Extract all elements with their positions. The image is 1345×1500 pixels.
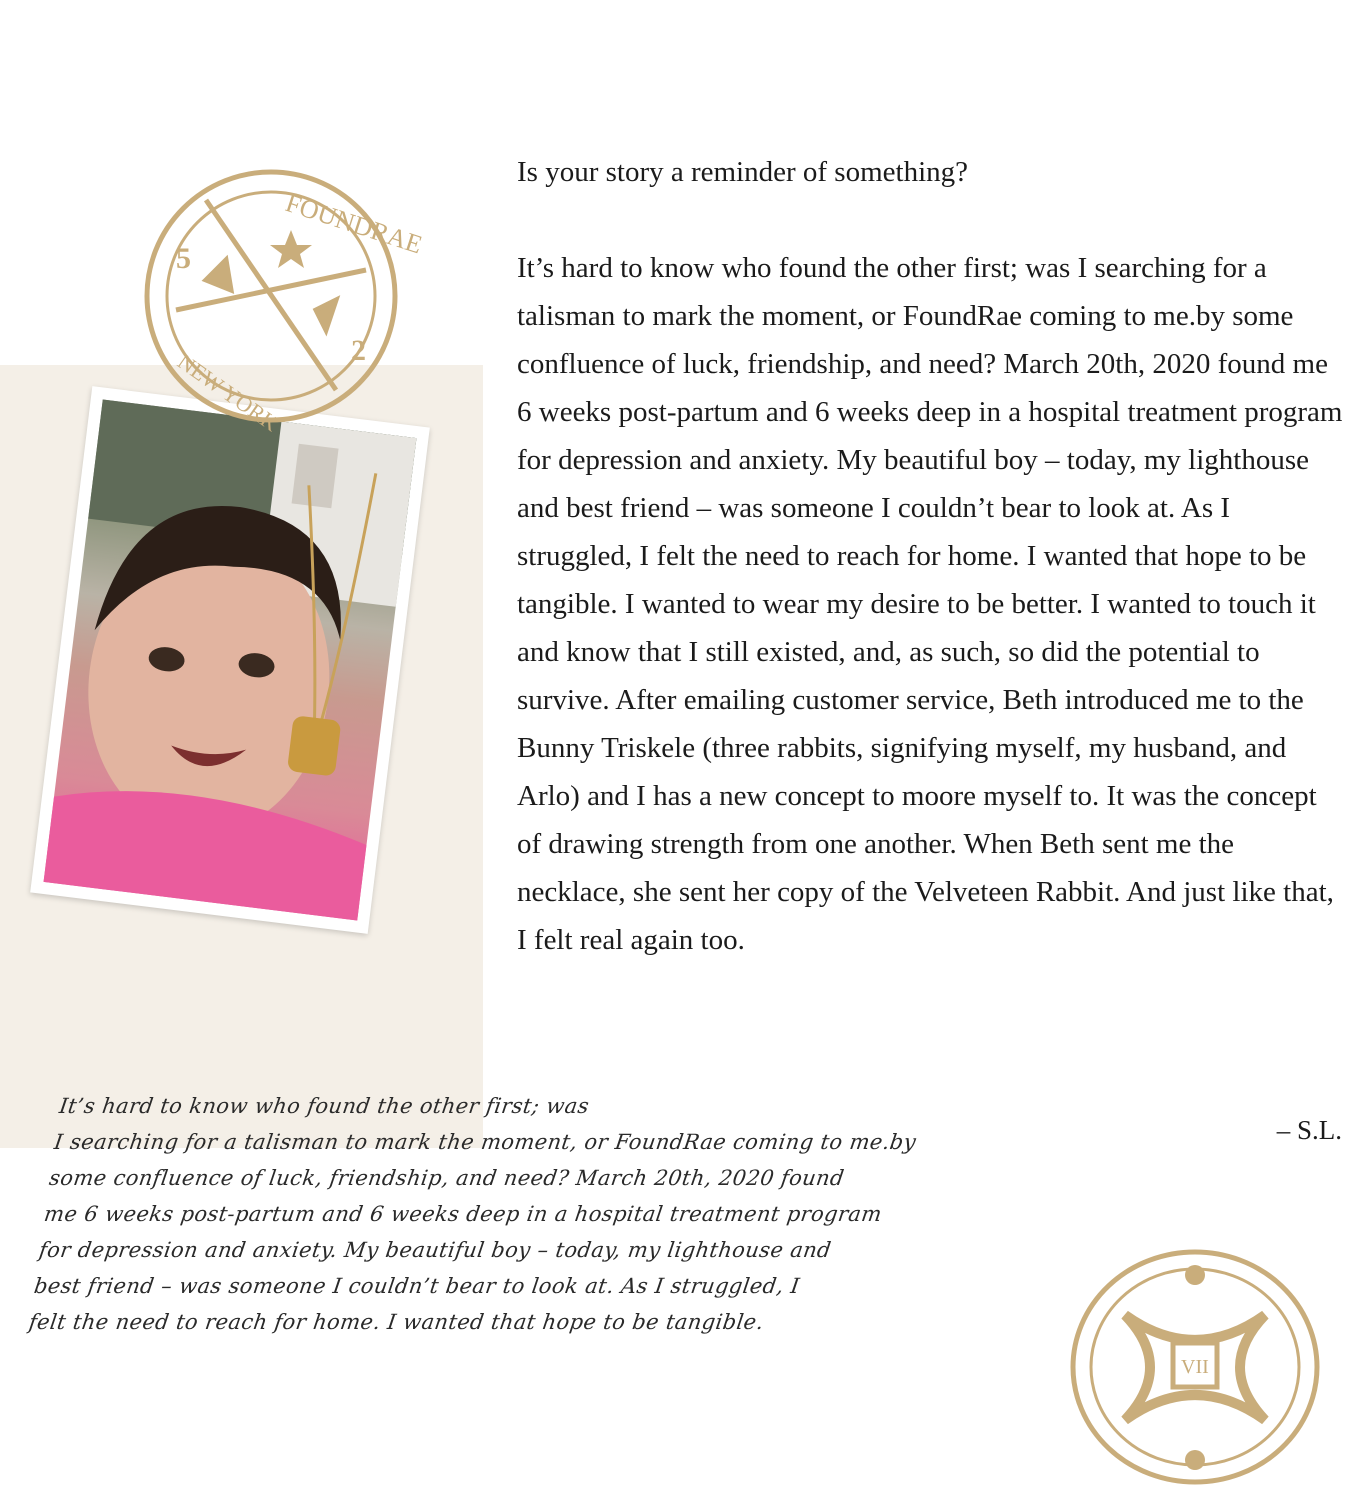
story-question: Is your story a reminder of something? xyxy=(517,156,969,188)
handwritten-line: me 6 weeks post-partum and 6 weeks deep in a hospital treatment program xyxy=(42,1202,884,1226)
handwritten-line: felt the need to reach for home. I wanted that hope to be tangible. xyxy=(27,1310,766,1334)
handwritten-note xyxy=(27,1088,942,1340)
child-photo xyxy=(30,386,430,934)
signature: – S.L. xyxy=(1276,1115,1342,1145)
stamp-brand: FOUNDRAE xyxy=(282,188,426,260)
stamp-city: NEW YORK xyxy=(173,348,284,437)
stamp-numeral: VII xyxy=(1181,1356,1209,1378)
knot-star-seal-icon xyxy=(1065,1245,1325,1490)
compass-arrow-seal-icon xyxy=(136,160,426,437)
handwritten-line: best friend – was someone I couldn’t bear to look at. As I struggled, I xyxy=(32,1274,802,1298)
story-section xyxy=(517,148,1345,964)
stamp-num-left: 5 xyxy=(176,242,191,275)
handwritten-line: some confluence of luck, friendship, and need? March 20th, 2020 found xyxy=(47,1166,846,1190)
stamp-num-right: 2 xyxy=(351,334,366,367)
handwritten-line: for depression and anxiety. My beautiful boy – today, my lighthouse and xyxy=(37,1238,833,1262)
handwritten-line: It’s hard to know who found the other first; was xyxy=(57,1094,591,1118)
child-with-necklace-photo-icon xyxy=(44,400,417,921)
handwritten-line: I searching for a talisman to mark the moment, or FoundRae coming to me.by xyxy=(52,1130,918,1154)
story-body: It’s hard to know who found the other first; was I searching for a talisman to mark the moment, or FoundRae coming to me.by some confluence of luck, friendship, and need? March 20th, 2020 found me 6 weeks post-partum and 6 weeks deep in a hospital treatment program for depression and anxiety. My beautiful boy – today, my lighthouse and best friend – was someone I couldn’t bear to look at. As I struggled, I felt the need to reach for home. I wanted that hope to be tangible. I wanted to wear my desire to be better. I wanted to touch it and know that I still existed, and, as such, so did the potential to survive. After emailing customer service, Beth introduced me to the Bunny Triskele (three rabbits, signifying myself, my husband, and Arlo) and I has a new concept to moore myself to. It was the concept of drawing strength from one another. When Beth sent me the necklace, she sent her copy of the Velveteen Rabbit. And just like that, I felt real again too. xyxy=(517,252,1343,956)
